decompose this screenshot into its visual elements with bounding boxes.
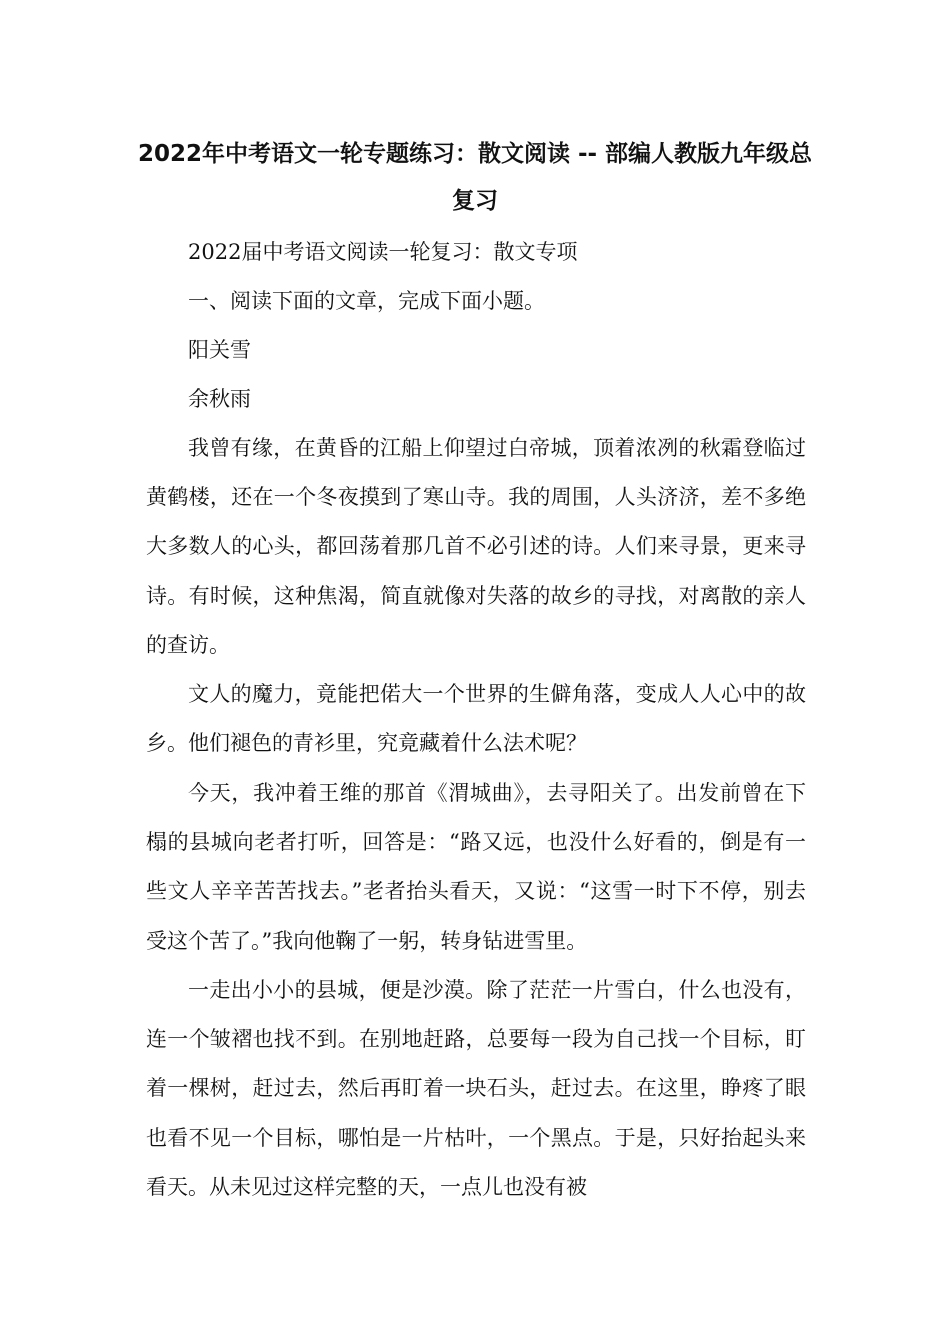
paragraph-3: 今天，我冲着王维的那首《渭城曲》，去寻阳关了。出发前曾在下榻的县城向老者打听，回答是：“路又远，也没什么好看的，倒是有一些文人辛辛苦苦找去。”老者抬头看天，又说：“这雪一时下不停，别去受这个苦了。”我向他鞠了一躬，转身钻进雪里。	[146, 781, 806, 953]
paragraph-2: 文人的魔力，竟能把偌大一个世界的生僻角落，变成人人心中的故乡。他们褪色的青衫里，究竟藏着什么法术呢？	[146, 682, 806, 756]
section-heading: 一、阅读下面的文章，完成下面小题。	[188, 289, 545, 313]
article-title: 阳关雪	[188, 338, 251, 362]
document-title-line1: 2022年中考语文一轮专题练习：散文阅读 -- 部编人教版九年级总	[137, 141, 813, 167]
article-author: 余秋雨	[188, 387, 251, 411]
document-subtitle: 2022届中考语文阅读一轮复习：散文专项	[188, 240, 578, 264]
paragraph-4: 一走出小小的县城，便是沙漠。除了茫茫一片雪白，什么也没有，连一个皱褶也找不到。在别地赶路，总要每一段为自己找一个目标，盯着一棵树，赶过去，然后再盯着一块石头，赶过去。在这里，睁疼了眼也看不见一个目标，哪怕是一片枯叶，一个黑点。于是，只好抬起头来看天。从未见过这样完整的天，一点儿也没有被	[146, 978, 806, 1199]
paragraph-1: 我曾有缘，在黄昏的江船上仰望过白帝城，顶着浓冽的秋霜登临过黄鹤楼，还在一个冬夜摸到了寒山寺。我的周围，人头济济，差不多绝大多数人的心头，都回荡着那几首不必引述的诗。人们来寻景，更来寻诗。有时候，这种焦渴，简直就像对失落的故乡的寻找，对离散的亲人的查访。	[146, 436, 806, 657]
document-title-line2: 复习	[452, 188, 498, 214]
